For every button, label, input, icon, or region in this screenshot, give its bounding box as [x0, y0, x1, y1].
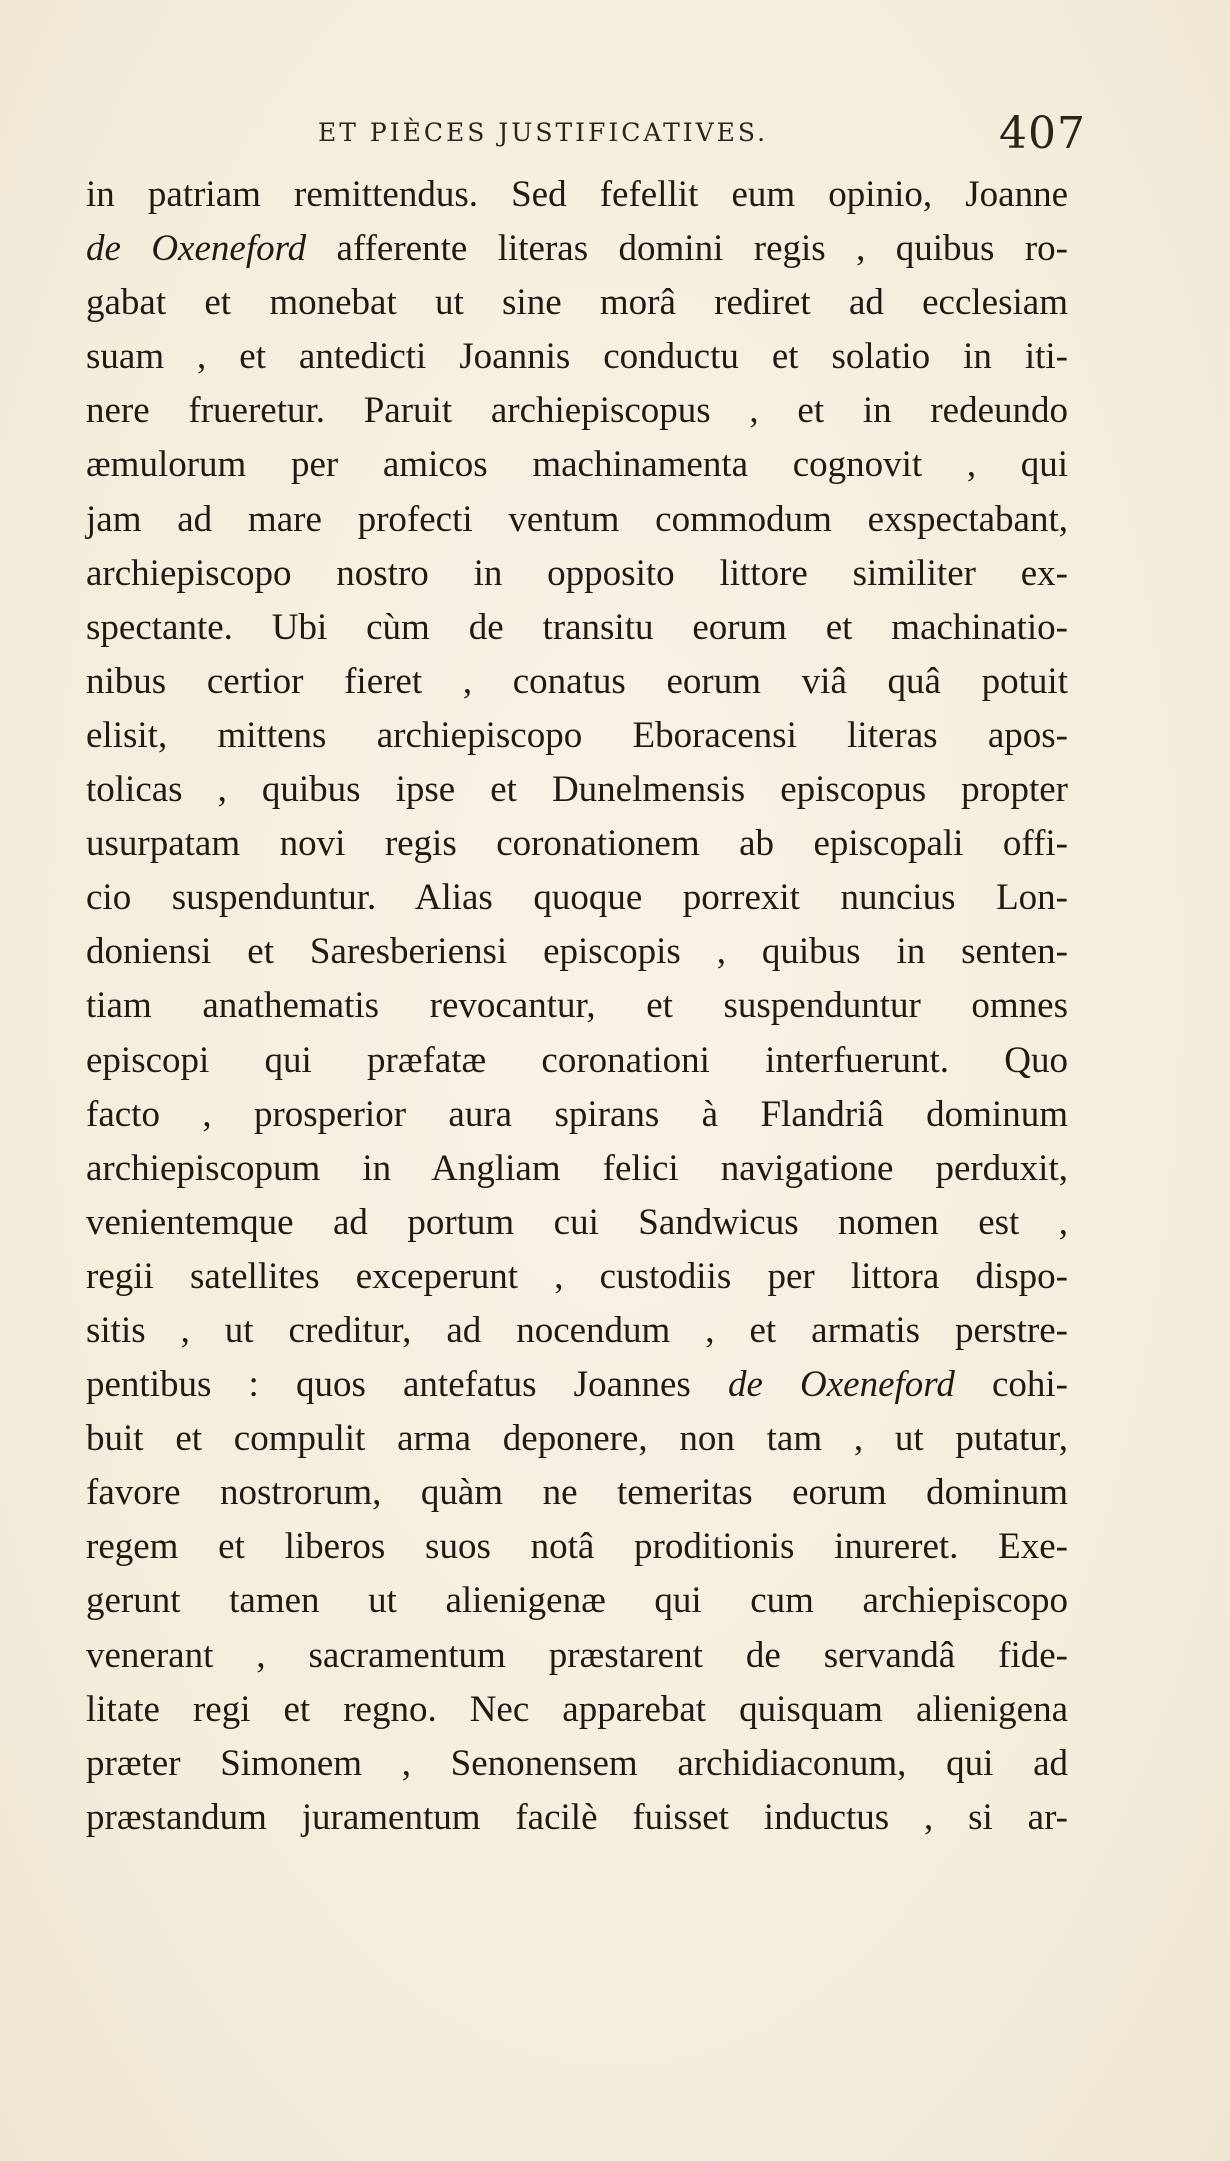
- page-number: 407: [999, 108, 1086, 159]
- text-line: gerunt tamen ut alienigenæ qui cum archiepiscopo: [86, 1580, 1068, 1622]
- text-line: venientemque ad portum cui Sandwicus nomen est ,: [86, 1201, 1068, 1243]
- text-line: nibus certior fieret , conatus eorum viâ quâ potuit: [86, 660, 1068, 702]
- text-line: favore nostrorum, quàm ne temeritas eorum dominum: [86, 1472, 1068, 1514]
- body-text: [86, 168, 1068, 1845]
- text-line: suam , et antedicti Joannis conductu et solatio in iti-: [86, 336, 1068, 378]
- text-line: regem et liberos suos notâ proditionis inureret. Exe-: [86, 1526, 1068, 1568]
- page-header: [86, 110, 1086, 170]
- text-line: venerant , sacramentum præstarent de servandâ fide-: [86, 1634, 1068, 1676]
- text-line: præter Simonem , Senonensem archidiaconum, qui ad: [86, 1742, 1068, 1784]
- text-line: sitis , ut creditur, ad nocendum , et armatis perstre-: [86, 1309, 1068, 1351]
- text-line: tiam anathematis revocantur, et suspenduntur omnes: [86, 985, 1068, 1027]
- italic-name: de Oxeneford: [86, 228, 307, 270]
- text-line: tolicas , quibus ipse et Dunelmensis episcopus propter: [86, 769, 1068, 811]
- text-line: elisit, mittens archiepiscopo Eboracensi literas apos-: [86, 714, 1068, 756]
- text-line: litate regi et regno. Nec apparebat quisquam alienigena: [86, 1688, 1068, 1730]
- text-line: præstandum juramentum facilè fuisset inductus , si ar-: [86, 1796, 1068, 1838]
- text-line: gabat et monebat ut sine morâ rediret ad ecclesiam: [86, 282, 1068, 324]
- text-line: in patriam remittendus. Sed fefellit eum opinio, Joanne: [86, 174, 1068, 215]
- text-line: cio suspenduntur. Alias quoque porrexit nuncius Lon-: [86, 877, 1068, 919]
- text-line: regii satellites exceperunt , custodiis per littora dispo-: [86, 1255, 1068, 1297]
- text-line: archiepiscopum in Angliam felici navigatione perduxit,: [86, 1147, 1068, 1189]
- text-line: nere frueretur. Paruit archiepiscopus , et in redeundo: [86, 390, 1068, 432]
- text-line: de Oxeneford afferente literas domini regis , quibus ro-: [86, 228, 1068, 270]
- text-line: archiepiscopo nostro in opposito littore similiter ex-: [86, 552, 1068, 594]
- text-line: usurpatam novi regis coronationem ab episcopali offi-: [86, 823, 1068, 865]
- text-line: jam ad mare profecti ventum commodum exspectabant,: [86, 498, 1068, 540]
- text-line: facto , prosperior aura spirans à Flandriâ dominum: [86, 1093, 1068, 1135]
- text-line: æmulorum per amicos machinamenta cognovit , qui: [86, 444, 1068, 486]
- running-head: ET PIÈCES JUSTIFICATIVES.: [318, 118, 769, 147]
- text-line: buit et compulit arma deponere, non tam , ut putatur,: [86, 1418, 1068, 1460]
- text-line: spectante. Ubi cùm de transitu eorum et machinatio-: [86, 606, 1068, 648]
- text-line: episcopi qui præfatæ coronationi interfuerunt. Quo: [86, 1039, 1068, 1081]
- text-line: doniensi et Saresberiensi episcopis , quibus in senten-: [86, 931, 1068, 973]
- italic-name: de Oxeneford: [727, 1364, 955, 1406]
- text-line: pentibus : quos antefatus Joannes de Oxeneford cohi-: [86, 1364, 1068, 1406]
